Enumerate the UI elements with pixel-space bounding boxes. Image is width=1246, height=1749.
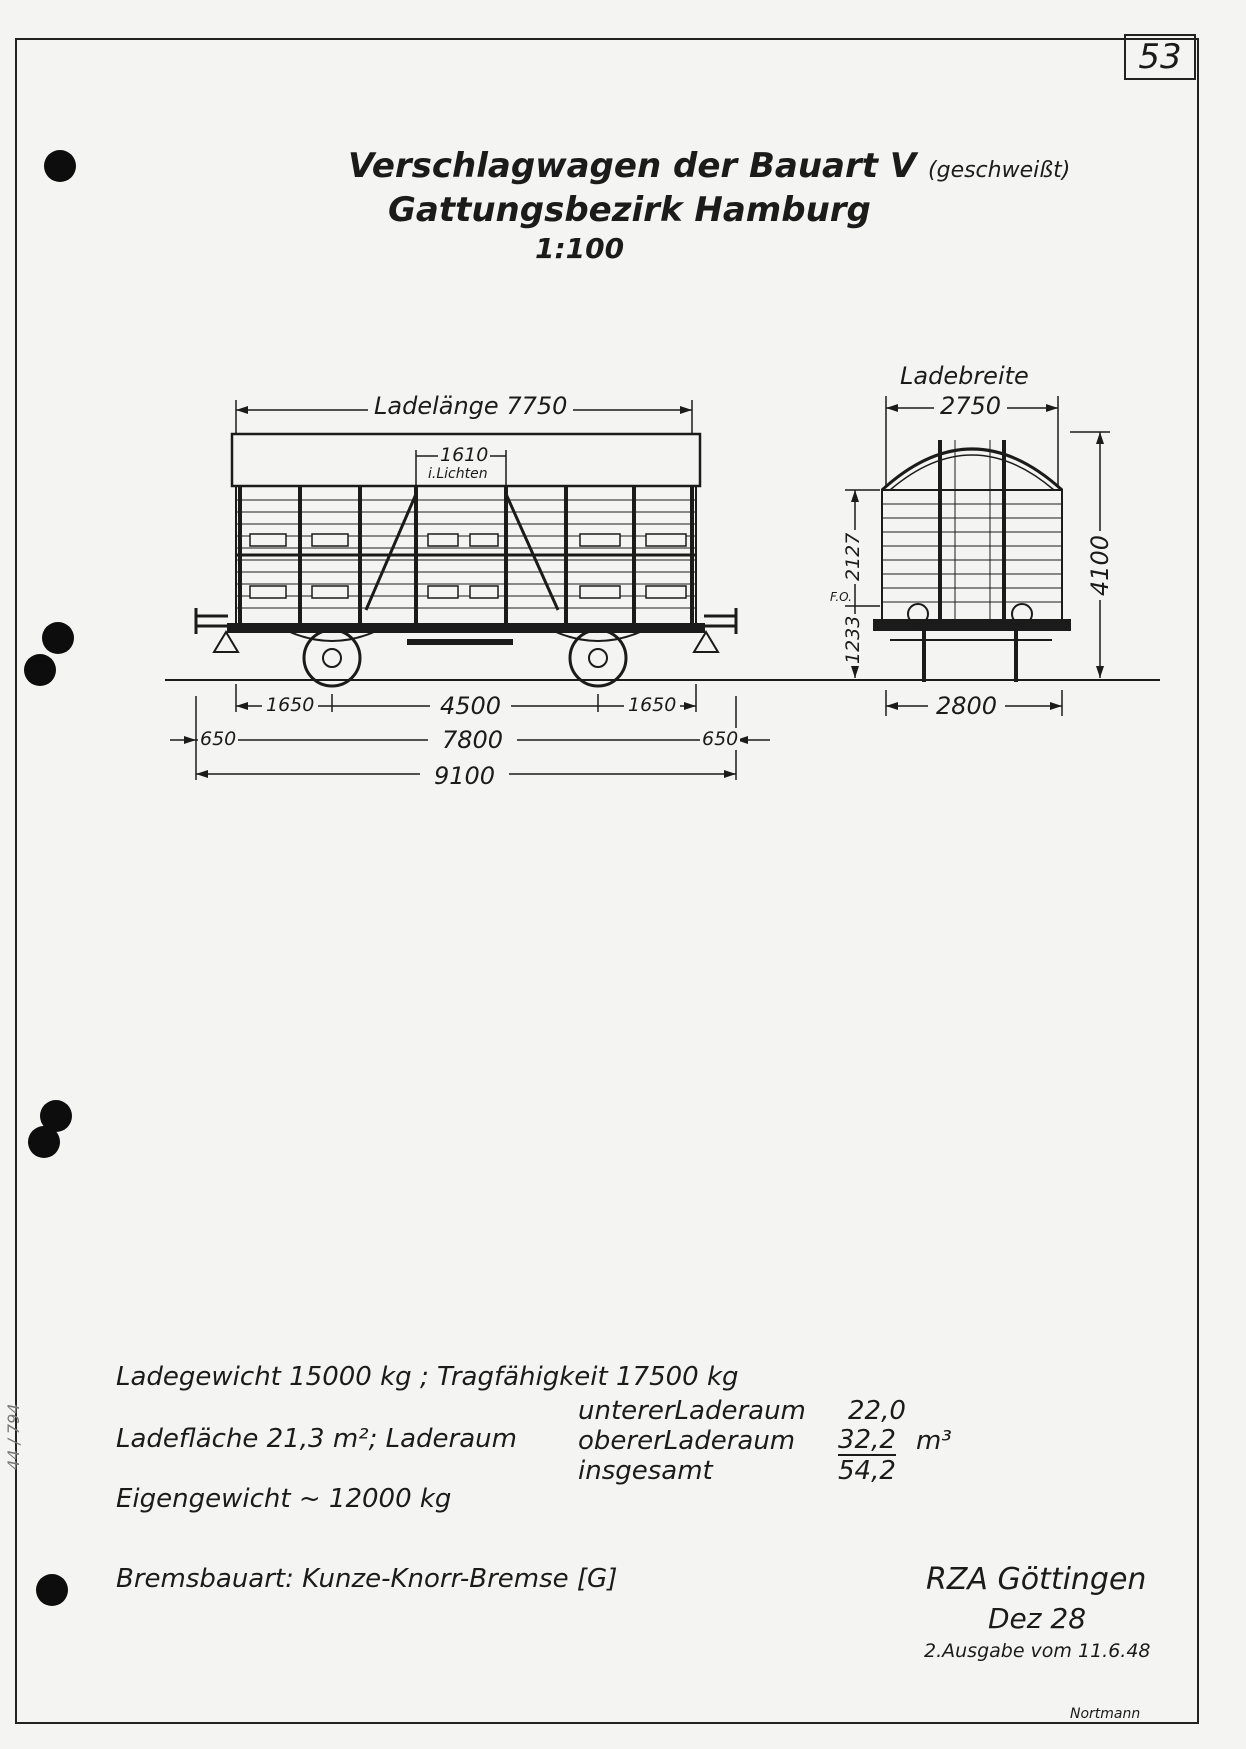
overhang-left-value: 1650 — [262, 694, 318, 716]
total-height-value: 4100 — [1086, 531, 1114, 600]
volume-upper-label: obererLaderaum — [578, 1426, 796, 1456]
wheels — [290, 630, 640, 686]
loading-length-dimension — [368, 392, 573, 420]
total-length-value: 9100 — [420, 762, 509, 790]
frame-length-value: 7800 — [428, 726, 517, 754]
office-date: Dez 28 — [988, 1602, 1087, 1635]
volume-total-label: insgesamt — [578, 1456, 713, 1486]
vent-openings — [250, 534, 686, 598]
page-number: 53 — [1124, 34, 1196, 80]
door-width-value: 1610 — [440, 444, 489, 466]
inner-height-value: 2127 — [842, 530, 864, 584]
margin-note: 44 / 794 — [4, 1403, 23, 1470]
end-view — [874, 440, 1070, 682]
title-main: Verschlagwagen der Bauart V — [348, 146, 917, 186]
underframe — [228, 624, 704, 632]
buffer-left-value: 650 — [200, 728, 237, 750]
volume-lower-label: untererLaderaum — [578, 1396, 806, 1426]
loading-length-value: 7750 — [506, 392, 568, 420]
door-width-note: i.Lichten — [428, 466, 488, 482]
loading-width-label: Ladebreite — [900, 362, 1029, 390]
door-braces — [366, 494, 558, 610]
signature: Nortmann — [1070, 1706, 1141, 1722]
buffer-right-value: 650 — [702, 728, 739, 750]
loading-width-value: 2750 — [934, 392, 1007, 420]
end-body — [882, 490, 1062, 620]
volume-upper-value: 32,2 — [838, 1425, 896, 1455]
wheelbase-value: 4500 — [430, 692, 511, 720]
volume-lower-value: 22,0 — [848, 1396, 906, 1426]
document-subtitle: Gattungsbezirk Hamburg — [388, 190, 871, 230]
floor-label: F.O. — [830, 590, 852, 604]
office-name: RZA Göttingen — [926, 1562, 1147, 1597]
edition-note: 2.Ausgabe vom 11.6.48 — [924, 1640, 1151, 1662]
tare-weight-line: Eigengewicht ~ 12000 kg — [116, 1484, 452, 1514]
brake-type-line: Bremsbauart: Kunze-Knorr-Bremse [G] — [116, 1564, 618, 1594]
area-line: Ladefläche 21,3 m²; Laderaum — [116, 1424, 517, 1454]
load-weight-line: Ladegewicht 15000 kg ; Tragfähigkeit 17500 kg — [116, 1362, 739, 1392]
volume-total-value: 54,2 — [838, 1456, 896, 1486]
drawing-scale: 1:100 — [535, 232, 625, 265]
floor-height-value: 1233 — [842, 615, 864, 664]
total-width-value: 2800 — [928, 692, 1005, 720]
title-note: (geschweißt) — [928, 158, 1071, 183]
loading-length-label: Ladelänge — [374, 392, 499, 420]
overhang-right-value: 1650 — [624, 694, 680, 716]
volume-unit: m³ — [916, 1426, 952, 1456]
